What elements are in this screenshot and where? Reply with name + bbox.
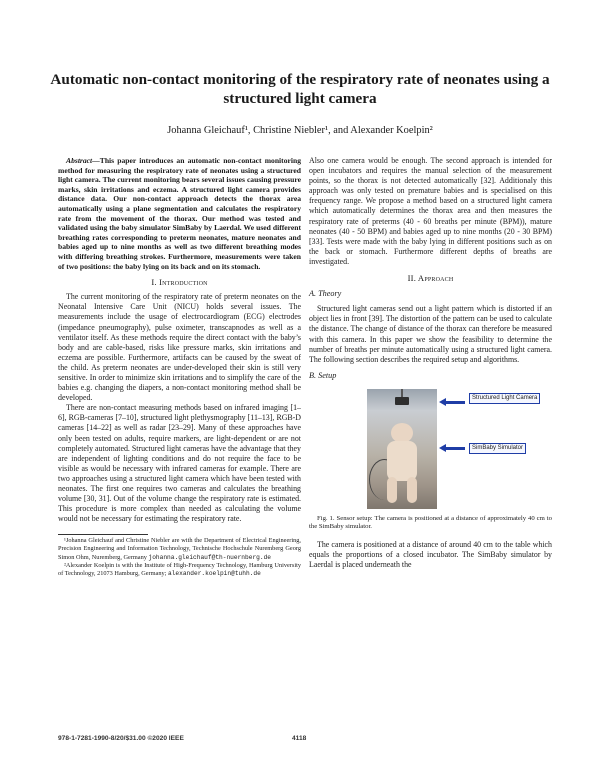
simulator-head	[391, 423, 413, 443]
left-column	[58, 156, 301, 578]
paper-title: Automatic non-contact monitoring of the respiratory rate of neonates using a structured light camera	[50, 71, 550, 107]
figure-caption: Fig. 1. Sensor setup: The camera is positioned at a distance of approximately 40 cm to the SimBaby simulator.	[309, 514, 552, 531]
camera-icon	[395, 397, 409, 405]
abstract-text: —This paper introduces an automatic non-contact monitoring method for measuring the respiratory rate of neonates using a structured light camera. The current monitoring bears several issues causing pressure marks, skin irritations and eczema. A structured light camera provides distance data. Our non-contact approach detects the thorax area automatically using a plane segmentation and calculates the respiratory rate from the movement of the thorax. Our method was tested and validated using the baby simulator SimBaby by Laerdal. We used different breathing rates corresponding to preterm neonates, mature neonates and babies aged up to nine months as well as two different breathing modes with differing breathing strokes. Furthermore, measurements were taken of two positions: the baby lying on its back and on its stomach.	[58, 156, 301, 271]
section-heading-approach: II. Approach	[407, 273, 454, 284]
footnote-1-text: ¹Johanna Gleichauf and Christine Niebler are with the Department of Electrical Engineering, Precision Engineering and Information Technology, Technische Hochschule Nuremberg Georg Simon Ohm, Nuremberg, Germany	[58, 537, 301, 561]
subsection-heading-theory: A. Theory	[309, 289, 342, 299]
simulator-leg-left	[387, 477, 397, 503]
label-structured-light-camera: Structured Light Camera	[469, 393, 540, 404]
simulator-body	[387, 441, 417, 481]
footer-isbn: 978-1-7281-1990-8/20/$31.00 ©2020 IEEE	[58, 735, 184, 742]
footnote-2-email[interactable]: alexander.koelpin@tuhh.de	[167, 569, 261, 577]
footnote-2-text: ²Alexander Koelpin is with the Institute of High-Frequency Technology, Hamburg University of Technology, 21073 Hamburg, Germany;	[58, 561, 301, 577]
intro-paragraph-1: The current monitoring of the respiratory rate of preterm neonates on the Neonatal Intensive Care Unit (NICU) holds several issues. The measurements include the usage of electrocardiogram (ECG) electrodes (impedance pneumography), pulse oximeter, transcapnodes as well as a ventilator itself. As these methods require the direct contact with the baby’s body and are cable-based, risks like pressure marks, skin irritations and eczema are possible. Furthermore, artifacts can be caused by the sweat of the child. As preterm neonates are under-developed their skin is still very sensitive. In order to minimize skin irritations and to simplify the care of the babies e.g. changing the diapers, a non-contact monitoring method shall be developed.	[58, 292, 301, 403]
right-paragraph-continued: Also one camera would be enough. The second approach is intended for open incubators and requires the manual selection of the measurement points, so the thorax is not detected automatically [32]. Additionaly this approach was only tested on premature babies and is specialised on this frequency range. We propose a method based on a structured light camera which automatically determines the thorax area and then measures the respiratory rate of preterms (40 - 60 breaths per minute (BPM)), mature neonates (40 - 50 BPM) and babies aged up to nine months (20 - 30 BPM) [33]. Tests were made with the baby lying in different positions such as on the back or stomach. Furthermore different depths of breaths are investigated.	[309, 156, 552, 266]
arrow-camera-icon	[445, 401, 465, 404]
simulator-leg-right	[407, 477, 417, 503]
theory-paragraph: Structured light cameras send out a light pattern which is distorted if an object lies in front [39]. The distortion of the pattern can be used to calculate the distance. The change of distance of the thorax can therefore be measured with this camera. In this paper we show the feasibility to determine the number of breaths per minute automatically using a structured light camera. The following section describes the required setup and algorithms.	[309, 304, 552, 364]
subsection-heading-setup: B. Setup	[309, 370, 337, 380]
label-simbaby-simulator: SimBaby Simulator	[469, 443, 526, 454]
arrow-simulator-icon	[445, 447, 465, 450]
abstract-lead: Abstract	[66, 156, 93, 165]
footnote-2	[58, 562, 301, 578]
right-column	[309, 156, 552, 570]
footnote-1-email[interactable]: johanna.gleichauf@th-nuernberg.de	[148, 553, 272, 561]
figure-sensor-setup	[309, 389, 552, 509]
author-list: Johanna Gleichauf¹, Christine Niebler¹, and Alexander Koelpin²	[167, 125, 433, 136]
section-heading-introduction: I. Introduction	[151, 277, 208, 288]
intro-paragraph-2: There are non-contact measuring methods based on infrared imaging [1–6], RGB-cameras [7–10], structured light plethysmography [11–13], RGB-D cameras [14–22] as well as radar [23–29]. Many of these approaches have only been tested on adults, require markers, are light-dependent or are not completely automated. Structured light cameras have the advantage that they are independent of lighting conditions and do not require the face to be visible as would be necessary with infrared cameras for example. There are two approaches using a structured light camera which have been tested with neonates. The first one requires two cameras and calculates the breathing volume [30, 31]. Out of the volume change the respiratory rate is estimated. This procedure is more complex than needed as calculating the volume would not be necessary for estimating the respiratory rate.	[58, 403, 301, 524]
setup-paragraph: The camera is positioned at a distance of around 40 cm to the table which equals the proportions of a closed incubator. The SimBaby simulator by Laerdal is placed underneath the	[309, 539, 552, 569]
footer-page-number: 4118	[292, 735, 307, 742]
setup-photo	[367, 389, 437, 509]
footnote-1	[58, 537, 301, 561]
abstract	[58, 156, 301, 271]
